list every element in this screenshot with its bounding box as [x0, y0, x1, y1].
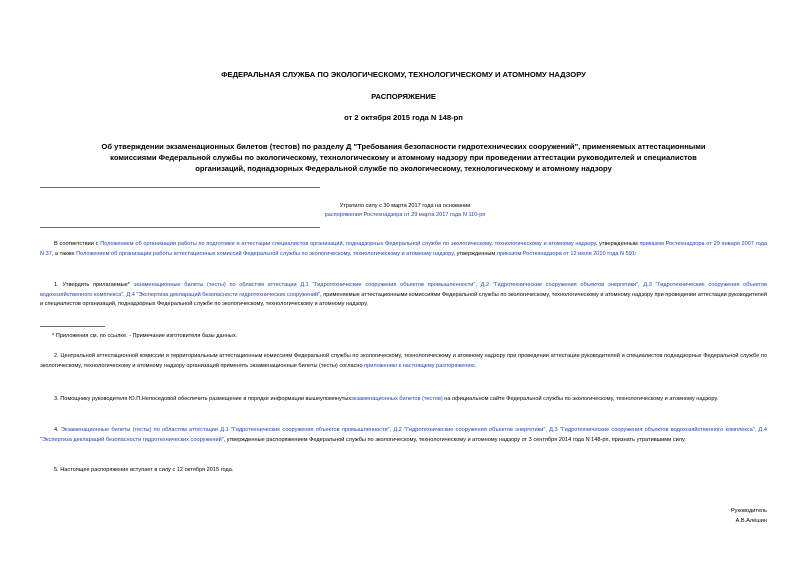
item-4-paragraph — [40, 426, 767, 445]
item-1-link-tickets[interactable]: экзаменационные билеты (тесты) по областям аттестации Д.1 "Гидротехнические сооружения объектов промышленности", Д.2 "Гидротехнические сооружения объектов энергетики", Д.3 "Гидротехнические сооружения объектов водохозяйственного комплекса", Д.4 "Экспертиза деклараций безопасности гидротехнических сооружений" — [40, 282, 768, 298]
item-5-paragraph — [40, 466, 767, 476]
item-2-link-appendix[interactable]: приложению к настоящему распоряжению — [364, 362, 475, 369]
item-1-paragraph — [40, 281, 767, 310]
item-3-paragraph — [40, 395, 767, 405]
item-4-link-tickets[interactable]: Экзаменационные билеты (тесты) по областям аттестации Д.1 "Гидротехнические сооружения объектов промышленности", Д.2 "Гидротехнические сооружения объектов энергетики", Д.3 "Гидротехнические сооружения объектов водохозяйственного комплекса", Д.4 "Экспертиза деклараций безопасности гидротехнических сооружений" — [40, 427, 767, 443]
preamble-text-3: , а также — [51, 250, 77, 257]
item-4-text-2: , утвержденные распоряжением Федеральной службы по экологическому, технологическому и атомному надзору от 3 сентября 2014 года N 148-рп, признать утратившими силу. — [223, 436, 686, 443]
preamble-link-order-37[interactable]: приказом Ростехнадзора от 29 января 2007 года N 37 — [40, 241, 767, 257]
preamble-text-2: , утвержденным — [595, 241, 640, 247]
footnote: * Приложения см. по ссылке. - Примечание изготовителя базы данных. — [52, 333, 238, 339]
title-line-3: организаций, поднадзорных Федеральной службе по экологическому, технологическому и атомному надзору — [195, 164, 612, 173]
document-type: РАСПОРЯЖЕНИЕ — [371, 92, 436, 101]
preamble-text-1: В соответствии с — [54, 241, 101, 247]
item-4-text-1: 4. — [54, 427, 61, 433]
item-5-text: 5. Настоящее распоряжение вступает в силу с 12 октября 2015 года. — [54, 467, 234, 473]
item-3-text-2: на официальном сайте Федеральной службы по экологическому, технологическому и атомному надзору. — [442, 396, 719, 402]
footnote-divider — [40, 326, 105, 327]
document-date-number: от 2 октября 2015 года N 148-рп — [344, 113, 463, 122]
signature-name: А.В.Алёшин — [735, 517, 767, 524]
title-line-2: комиссиями Федеральной службы по экологическому, технологическому и атомному надзору при проведении аттестации руководителей и специалистов — [110, 153, 697, 162]
preamble-paragraph — [40, 240, 767, 259]
item-1-text-1: 1. Утвердить прилагаемые* — [54, 282, 134, 288]
status-notice — [270, 202, 540, 220]
signature-block — [731, 507, 767, 526]
preamble-text-5: : — [634, 250, 637, 257]
title-line-1: Об утверждении экзаменационных билетов (тестов) по разделу Д "Требования безопасности гидротехнических сооружений", применяемых аттестационными — [101, 142, 706, 151]
item-1-text-2: , применяемые аттестационными комиссиями Федеральной службы по экологическому, технологическому и атомному надзору при проведении аттестации руководителей и специалистов организаций, поднадзорных Федеральной службе по экологическому, технологическому и атомному надзору. — [40, 291, 767, 308]
item-2-paragraph — [40, 352, 767, 371]
preamble-link-regulation-2[interactable]: Положением об организации работы аттестационных комиссий Федеральной службы по экологическому, технологическому и атомному надзору — [76, 250, 454, 257]
status-link[interactable]: распоряжения Ростехнадзора от 29 марта 2017 года N 110-рп — [324, 212, 486, 218]
document-title — [40, 141, 767, 174]
divider-top — [40, 187, 320, 188]
divider-bottom — [40, 227, 320, 228]
item-2-text-1: 2. Центральной аттестационной комиссии и территориальным аттестационным комиссиям Федеральной службы по экологическому, технологическому и атомному надзору при проведении аттестации руководителей и специалистов поднадзорных Федеральной службе по экологическому, технологическому и атомному надзору организаций применять экзаменационные билеты (тесты) согласно — [40, 353, 767, 369]
status-text: Утратило силу с 30 марта 2017 года на основании — [339, 203, 471, 209]
preamble-link-regulation-1[interactable]: Положением об организации работы по подготовке и аттестации специалистов организаций, поднадзорных Федеральной службе по экологическому, технологическому и атомному надзору — [100, 241, 596, 247]
agency-name: ФЕДЕРАЛЬНАЯ СЛУЖБА ПО ЭКОЛОГИЧЕСКОМУ, ТЕХНОЛОГИЧЕСКОМУ И АТОМНОМУ НАДЗОРУ — [221, 70, 586, 79]
preamble-link-order-591[interactable]: приказом Ростехнадзора от 12 июля 2010 года N 591 — [496, 250, 635, 257]
signature-role: Руководитель — [730, 508, 767, 514]
item-3-link-tickets[interactable]: экзаменационных билетов (тестов) — [351, 396, 443, 402]
preamble-text-4: , утвержденным — [453, 250, 497, 257]
item-3-text-1: 3. Помощнику руководителя Ю.П.Непоседовой обеспечить размещение в порядке информации вышеупомянутых — [54, 396, 352, 402]
item-2-text-2: . — [474, 362, 477, 369]
